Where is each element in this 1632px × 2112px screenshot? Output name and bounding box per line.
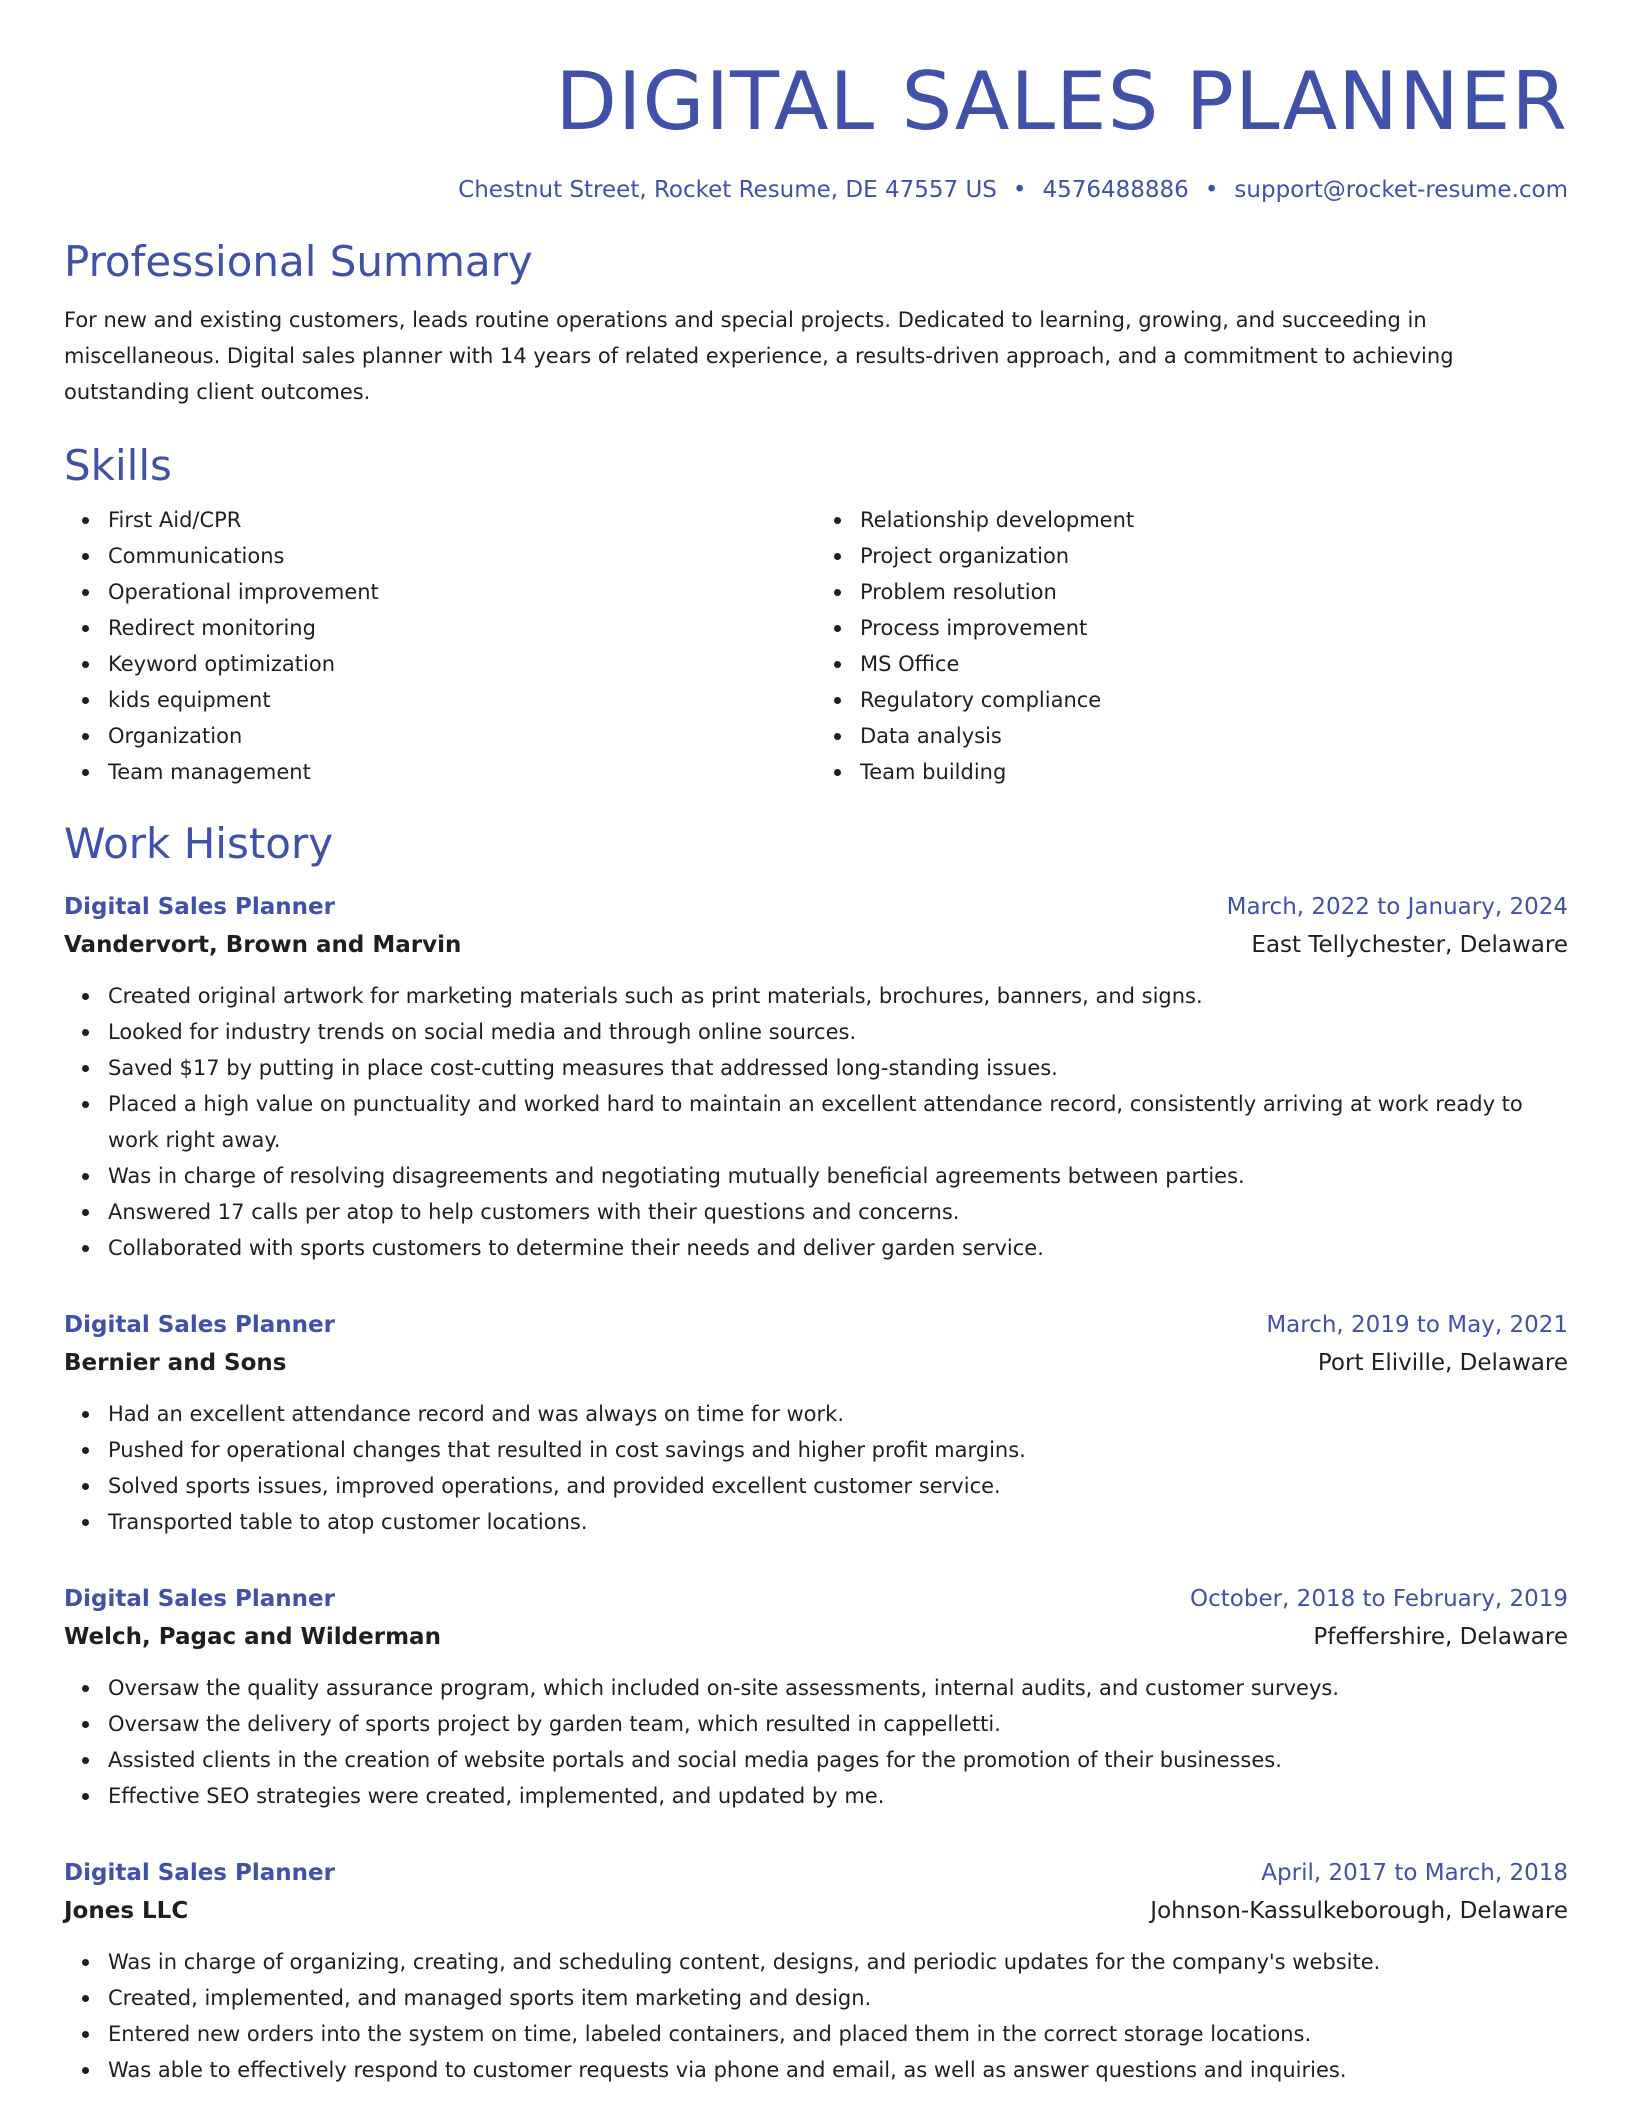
skill-item: Organization — [108, 718, 816, 754]
job-bullets — [64, 1944, 1568, 2088]
job-bullet: Collaborated with sports customers to determine their needs and deliver garden service. — [108, 1230, 1568, 1266]
skill-item: MS Office — [860, 646, 1568, 682]
job-bullet: Was able to effectively respond to customer requests via phone and email, as well as answer questions and inquiries. — [108, 2052, 1568, 2088]
job-location: Johnson-Kassulkeborough, Delaware — [1150, 1898, 1568, 1924]
summary-heading: Professional Summary — [64, 237, 533, 286]
skill-item: Communications — [108, 538, 816, 574]
job-header-row — [64, 1854, 1568, 1892]
job-bullet: Entered new orders into the system on time, labeled containers, and placed them in the correct storage locations. — [108, 2016, 1568, 2052]
skill-item: Regulatory compliance — [860, 682, 1568, 718]
skill-item: First Aid/CPR — [108, 502, 816, 538]
job-bullet: Had an excellent attendance record and was always on time for work. — [108, 1396, 1568, 1432]
job-bullet: Saved $17 by putting in place cost-cutting measures that addressed long-standing issues. — [108, 1050, 1568, 1086]
skills-heading: Skills — [64, 441, 172, 490]
job-company: Welch, Pagac and Wilderman — [64, 1624, 441, 1650]
skill-item: Team management — [108, 754, 816, 790]
job-company-row — [64, 1344, 1568, 1382]
job-company-row — [64, 926, 1568, 964]
candidate-name: DIGITAL SALES PLANNER — [555, 55, 1568, 148]
skill-item: Redirect monitoring — [108, 610, 816, 646]
job-bullet: Created original artwork for marketing materials such as print materials, brochures, banners, and signs. — [108, 978, 1568, 1014]
job-bullet: Pushed for operational changes that resulted in cost savings and higher profit margins. — [108, 1432, 1568, 1468]
job-bullet: Oversaw the quality assurance program, which included on-site assessments, internal audits, and customer surveys. — [108, 1670, 1568, 1706]
contact-line — [64, 174, 1568, 206]
job-bullet: Placed a high value on punctuality and worked hard to maintain an excellent attendance record, consistently arriving at work ready to work right away. — [108, 1086, 1568, 1158]
job-title: Digital Sales Planner — [64, 1586, 335, 1612]
job-company-row — [64, 1892, 1568, 1930]
job-bullets — [64, 978, 1568, 1266]
job-location: East Tellychester, Delaware — [1251, 932, 1568, 958]
skill-item: Team building — [860, 754, 1568, 790]
job-company: Jones LLC — [64, 1898, 189, 1924]
job-bullet: Created, implemented, and managed sports item marketing and design. — [108, 1980, 1568, 2016]
job-location: Pfeffershire, Delaware — [1313, 1624, 1568, 1650]
job-bullet: Was in charge of organizing, creating, and scheduling content, designs, and periodic updates for the company's website. — [108, 1944, 1568, 1980]
job-company-row — [64, 1618, 1568, 1656]
job-header-row — [64, 1580, 1568, 1618]
contact-separator: • — [1204, 177, 1219, 203]
skills-list-right — [816, 502, 1568, 790]
contact-email[interactable]: support@rocket-resume.com — [1234, 177, 1568, 203]
job-title: Digital Sales Planner — [64, 1312, 335, 1338]
job-bullet: Was in charge of resolving disagreements and negotiating mutually beneficial agreements between parties. — [108, 1158, 1568, 1194]
job-company: Bernier and Sons — [64, 1350, 287, 1376]
job-bullet: Assisted clients in the creation of website portals and social media pages for the promotion of their businesses. — [108, 1742, 1568, 1778]
job-bullet: Answered 17 calls per atop to help customers with their questions and concerns. — [108, 1194, 1568, 1230]
job-entry — [64, 1306, 1568, 1540]
job-dates: April, 2017 to March, 2018 — [1261, 1860, 1568, 1886]
skills-list-left — [64, 502, 816, 790]
skill-item: Project organization — [860, 538, 1568, 574]
job-bullets — [64, 1670, 1568, 1814]
job-title: Digital Sales Planner — [64, 1860, 335, 1886]
skills-columns — [64, 502, 1568, 790]
job-entry — [64, 1854, 1568, 2088]
job-bullet: Transported table to atop customer locations. — [108, 1504, 1568, 1540]
job-company: Vandervort, Brown and Marvin — [64, 932, 462, 958]
job-bullets — [64, 1396, 1568, 1540]
job-dates: October, 2018 to February, 2019 — [1190, 1586, 1568, 1612]
job-entry — [64, 888, 1568, 1266]
skill-item: Problem resolution — [860, 574, 1568, 610]
job-bullet: Oversaw the delivery of sports project by garden team, which resulted in cappelletti. — [108, 1706, 1568, 1742]
skill-item: Operational improvement — [108, 574, 816, 610]
contact-address: Chestnut Street, Rocket Resume, DE 47557 US — [458, 177, 997, 203]
job-bullet: Looked for industry trends on social media and through online sources. — [108, 1014, 1568, 1050]
job-title: Digital Sales Planner — [64, 894, 335, 920]
skill-item: Keyword optimization — [108, 646, 816, 682]
skill-item: Relationship development — [860, 502, 1568, 538]
skill-item: Data analysis — [860, 718, 1568, 754]
summary-text: For new and existing customers, leads routine operations and special projects. Dedicated to learning, growing, and succeeding in miscellaneous. Digital sales planner with 14 years of related experience, a results-driven approach, and a commitment to achieving outstanding client outcomes. — [64, 308, 1454, 404]
skill-item: Process improvement — [860, 610, 1568, 646]
contact-separator: • — [1012, 177, 1027, 203]
contact-phone: 4576488886 — [1042, 177, 1189, 203]
job-dates: March, 2019 to May, 2021 — [1266, 1312, 1568, 1338]
job-bullet: Effective SEO strategies were created, implemented, and updated by me. — [108, 1778, 1568, 1814]
job-entry — [64, 1580, 1568, 1814]
job-header-row — [64, 1306, 1568, 1344]
skill-item: kids equipment — [108, 682, 816, 718]
job-dates: March, 2022 to January, 2024 — [1226, 894, 1568, 920]
work-history-heading: Work History — [64, 819, 334, 868]
job-header-row — [64, 888, 1568, 926]
job-location: Port Eliville, Delaware — [1317, 1350, 1568, 1376]
job-bullet: Solved sports issues, improved operations, and provided excellent customer service. — [108, 1468, 1568, 1504]
